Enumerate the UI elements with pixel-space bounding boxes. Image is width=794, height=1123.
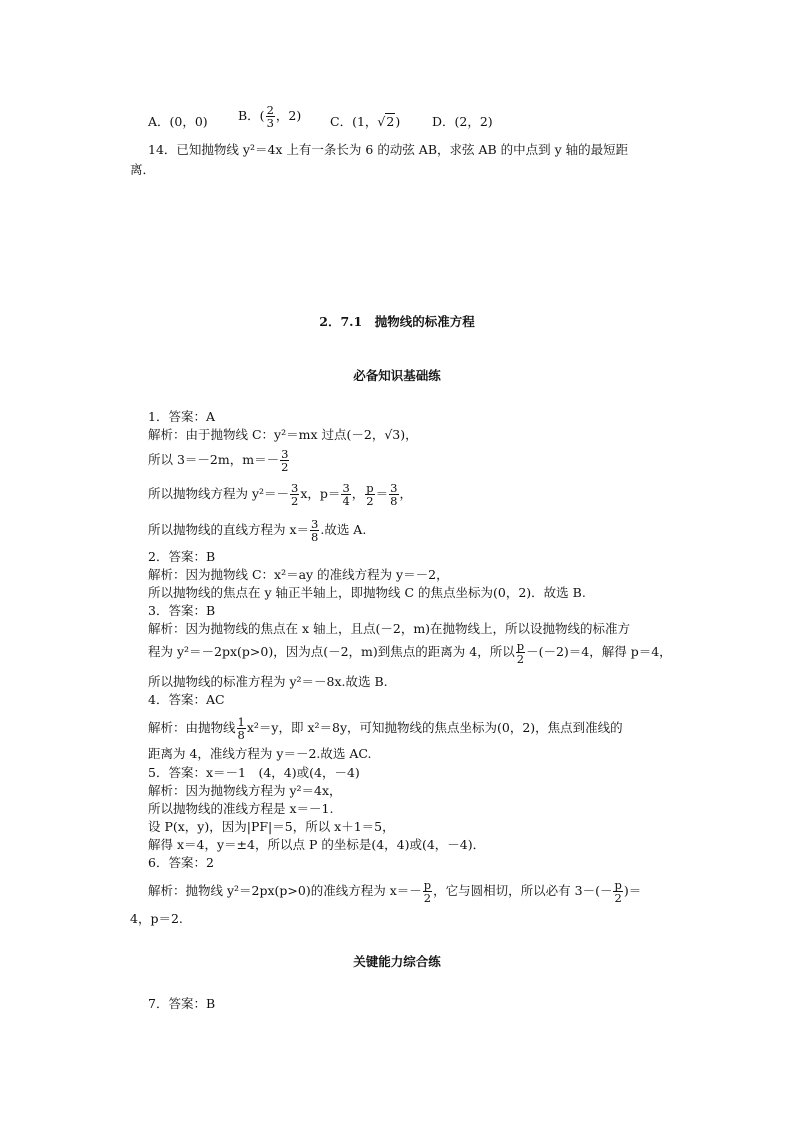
option-c <box>330 112 400 130</box>
a2-label: 2．答案：B <box>148 549 216 564</box>
a1-directrix-fraction <box>310 518 319 543</box>
a1-line3-mid: x，p＝ <box>300 486 341 501</box>
a6-line1-mid: ，它与圆相切，所以必有 3－(－ <box>433 883 613 898</box>
a1-line3-comma: ， <box>351 486 365 501</box>
a1-p2-value-fraction <box>389 482 398 507</box>
a1-line2 <box>148 448 290 473</box>
fraction-denominator: 2 <box>614 891 622 905</box>
a1-line3-text: 所以抛物线方程为 y²＝－ <box>148 486 290 501</box>
a6-line2: 4，p＝2. <box>130 911 183 926</box>
fraction-numerator: 3 <box>390 481 398 495</box>
a5-line2: 所以抛物线的准线方程是 x＝－1. <box>148 801 334 816</box>
fraction-numerator: 1 <box>237 715 245 729</box>
part2-title: 关键能力综合练 <box>353 954 441 969</box>
a6-line1 <box>148 879 641 904</box>
a6-line1-text: 解析：抛物线 y²＝2px(p>0)的准线方程为 x＝－ <box>148 883 422 898</box>
fraction-denominator: 2 <box>423 891 432 905</box>
a3-line3: 所以抛物线的标准方程为 y²＝－8x.故选 B. <box>148 674 388 689</box>
a3-line2-text: 程为 y²＝－2px(p>0)，因为点(－2，m)到焦点的距离为 4，所以 <box>148 644 515 659</box>
fraction-numerator: p <box>516 639 525 653</box>
a1-coef-fraction <box>290 482 299 507</box>
fraction-denominator: 8 <box>390 494 398 508</box>
a1-line4 <box>148 518 366 543</box>
a3-line2 <box>148 640 672 665</box>
option-b <box>238 104 301 129</box>
a7-label: 7．答案：B <box>148 996 216 1011</box>
a4-line1-end: x²＝y，即 x²＝8y，可知抛物线的焦点坐标为(0，2)，焦点到准线的 <box>246 720 623 735</box>
fraction-numerator: 3 <box>342 481 350 495</box>
q14-line2: 离． <box>130 162 156 177</box>
fraction-denominator: 2 <box>516 652 525 666</box>
fraction-denominator: 8 <box>237 728 245 742</box>
fraction-numerator: 3 <box>291 481 299 495</box>
section-title: 2．7.1 抛物线的标准方程 <box>319 314 475 329</box>
q14-line1: 14．已知抛物线 y²＝4x 上有一条长为 6 的动弦 AB，求弦 AB 的中点到 y 轴的最短距 <box>148 142 629 157</box>
fraction-numerator: p <box>423 878 432 892</box>
option-c-radicand: 2 <box>386 114 395 129</box>
a1-line2-text: 所以 3＝－2m，m＝－ <box>148 452 280 467</box>
a4-line1-text: 解析：由抛物线 <box>148 720 236 735</box>
option-b-prefix: B．( <box>238 108 265 123</box>
option-b-numerator: 2 <box>266 103 274 117</box>
fraction-numerator: p <box>366 481 374 495</box>
a2-line2: 所以抛物线的焦点在 y 轴正半轴上，即抛物线 C 的焦点坐标为(0，2)．故选 B. <box>148 585 586 600</box>
a6-directrix-fraction <box>423 879 432 904</box>
a4-coef-fraction <box>237 716 246 741</box>
a4-label: 4．答案：AC <box>148 692 225 707</box>
sqrt-sign: √ <box>377 114 386 129</box>
a3-p-fraction <box>516 640 525 665</box>
fraction-numerator: p <box>614 878 622 892</box>
a1-label: 1．答案：A <box>148 409 215 424</box>
fraction-denominator: 2 <box>281 460 289 474</box>
a1-m-fraction <box>280 448 289 473</box>
option-c-suffix: ) <box>395 114 401 129</box>
a5-line1: 解析：因为抛物线方程为 y²＝4x， <box>148 783 342 798</box>
a1-p2-fraction <box>365 482 374 507</box>
fraction-denominator: 2 <box>366 494 374 508</box>
option-b-suffix: ，2) <box>275 108 302 123</box>
fraction-numerator: 3 <box>311 517 319 531</box>
a3-line2-end: －(－2)＝4，解得 p＝4， <box>526 644 672 659</box>
a5-label: 5．答案：x＝－1 (4，4)或(4，－4) <box>148 765 360 780</box>
a3-line1: 解析：因为抛物线的焦点在 x 轴上，且点(－2，m)在抛物线上，所以设抛物线的标准方 <box>148 621 631 636</box>
a6-label: 6．答案：2 <box>148 855 214 870</box>
a1-line4-end: .故选 A. <box>320 522 367 537</box>
a6-line1-end: )＝ <box>623 883 642 898</box>
option-b-fraction <box>266 104 275 129</box>
fraction-denominator: 4 <box>342 494 350 508</box>
option-b-denominator: 3 <box>266 116 274 130</box>
a4-line2: 距离为 4，准线方程为 y＝－2.故选 AC. <box>148 746 372 761</box>
part1-title: 必备知识基础练 <box>353 368 441 383</box>
a5-line3: 设 P(x，y)，因为|PF|＝5，所以 x＋1＝5， <box>148 819 395 834</box>
a3-label: 3．答案：B <box>148 603 216 618</box>
option-a: A．(0，0) <box>148 114 208 129</box>
a1-line3-end: ， <box>399 486 413 501</box>
a4-line1 <box>148 716 623 741</box>
a1-line3 <box>148 482 412 507</box>
a2-line1: 解析：因为抛物线 C：x²＝ay 的准线方程为 y＝－2， <box>148 567 449 582</box>
fraction-numerator: 3 <box>281 447 289 461</box>
option-c-prefix: C．(1， <box>330 114 378 129</box>
a6-p-fraction <box>613 879 622 904</box>
fraction-denominator: 8 <box>311 530 319 544</box>
a1-p-fraction <box>341 482 350 507</box>
a5-line4: 解得 x＝4，y＝±4，所以点 P 的坐标是(4，4)或(4，－4)． <box>148 837 486 852</box>
a1-line1: 解析：由于抛物线 C：y²＝mx 过点(－2，√3)， <box>148 427 418 442</box>
a1-line3-eq: ＝ <box>375 486 389 501</box>
option-d: D．(2，2) <box>432 114 493 129</box>
a1-line4-text: 所以抛物线的直线方程为 x＝ <box>148 522 310 537</box>
fraction-denominator: 2 <box>291 494 299 508</box>
